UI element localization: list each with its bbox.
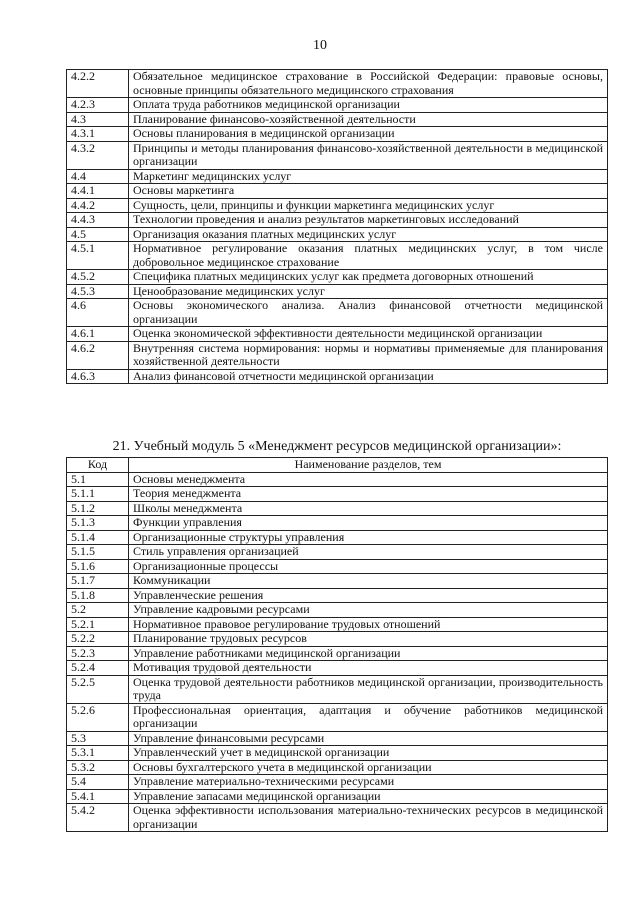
row-name: Основы бухгалтерского учета в медицинской организации bbox=[129, 760, 608, 775]
row-name: Школы менеджмента bbox=[129, 501, 608, 516]
row-code: 5.2.6 bbox=[67, 703, 129, 731]
table-row bbox=[67, 588, 608, 603]
table-row bbox=[67, 804, 608, 832]
row-code: 4.5 bbox=[67, 227, 129, 242]
table-row bbox=[67, 545, 608, 560]
row-code: 5.1.8 bbox=[67, 588, 129, 603]
table-row bbox=[67, 141, 608, 169]
row-code: 5.1.4 bbox=[67, 530, 129, 545]
row-code: 4.5.3 bbox=[67, 284, 129, 299]
row-name: Планирование трудовых ресурсов bbox=[129, 632, 608, 647]
row-name: Оценка экономической эффективности деятельности медицинской организации bbox=[129, 327, 608, 342]
row-code: 5.1.3 bbox=[67, 516, 129, 531]
row-name: Основы экономического анализа. Анализ финансовой отчетности медицинской организации bbox=[129, 299, 608, 327]
table-row bbox=[67, 98, 608, 113]
table-row bbox=[67, 574, 608, 589]
row-name: Планирование финансово-хозяйственной деятельности bbox=[129, 112, 608, 127]
row-name: Основы маркетинга bbox=[129, 184, 608, 199]
table-row bbox=[67, 127, 608, 142]
continued-sections-table bbox=[66, 69, 608, 384]
table-row bbox=[67, 501, 608, 516]
row-name: Организационные процессы bbox=[129, 559, 608, 574]
page-number: 10 bbox=[313, 38, 327, 53]
table-row bbox=[67, 703, 608, 731]
row-name: Маркетинг медицинских услуг bbox=[129, 169, 608, 184]
table-row bbox=[67, 270, 608, 285]
row-name: Специфика платных медицинских услуг как предмета договорных отношений bbox=[129, 270, 608, 285]
row-name: Функции управления bbox=[129, 516, 608, 531]
row-name: Мотивация трудовой деятельности bbox=[129, 661, 608, 676]
row-name: Ценообразование медицинских услуг bbox=[129, 284, 608, 299]
table-row bbox=[67, 299, 608, 327]
table-row bbox=[67, 731, 608, 746]
row-name: Коммуникации bbox=[129, 574, 608, 589]
row-code: 5.3 bbox=[67, 731, 129, 746]
row-name: Организация оказания платных медицинских услуг bbox=[129, 227, 608, 242]
table-row bbox=[67, 341, 608, 369]
table-header-row bbox=[67, 458, 608, 473]
row-name: Управленческий учет в медицинской организации bbox=[129, 746, 608, 761]
row-code: 5.2.5 bbox=[67, 675, 129, 703]
continued-sections-body bbox=[67, 70, 608, 384]
row-code: 5.3.1 bbox=[67, 746, 129, 761]
table-row bbox=[67, 760, 608, 775]
row-name: Сущность, цели, принципы и функции маркетинга медицинских услуг bbox=[129, 198, 608, 213]
row-name: Стиль управления организацией bbox=[129, 545, 608, 560]
row-code: 4.6.3 bbox=[67, 369, 129, 384]
table-row bbox=[67, 746, 608, 761]
table-row bbox=[67, 632, 608, 647]
table-row bbox=[67, 327, 608, 342]
module-5-body bbox=[67, 472, 608, 832]
row-code: 4.3.1 bbox=[67, 127, 129, 142]
table-row bbox=[67, 213, 608, 228]
row-code: 5.1.1 bbox=[67, 487, 129, 502]
row-code: 4.6.1 bbox=[67, 327, 129, 342]
row-code: 5.2.1 bbox=[67, 617, 129, 632]
row-code: 5.4.1 bbox=[67, 789, 129, 804]
table-row bbox=[67, 661, 608, 676]
row-code: 5.1.2 bbox=[67, 501, 129, 516]
row-code: 4.6 bbox=[67, 299, 129, 327]
row-name: Управление финансовыми ресурсами bbox=[129, 731, 608, 746]
row-code: 5.3.2 bbox=[67, 760, 129, 775]
row-code: 5.2.3 bbox=[67, 646, 129, 661]
row-code: 5.2.4 bbox=[67, 661, 129, 676]
row-name: Организационные структуры управления bbox=[129, 530, 608, 545]
table-row bbox=[67, 559, 608, 574]
row-code: 4.4.2 bbox=[67, 198, 129, 213]
table-row bbox=[67, 603, 608, 618]
row-name: Управленческие решения bbox=[129, 588, 608, 603]
row-name: Оценка трудовой деятельности работников медицинской организации, производительность труда bbox=[129, 675, 608, 703]
row-code: 5.1 bbox=[67, 472, 129, 487]
row-name: Управление запасами медицинской организации bbox=[129, 789, 608, 804]
row-code: 5.2 bbox=[67, 603, 129, 618]
table-row bbox=[67, 789, 608, 804]
row-code: 5.1.7 bbox=[67, 574, 129, 589]
table-row bbox=[67, 487, 608, 502]
row-code: 4.2.3 bbox=[67, 98, 129, 113]
row-name: Нормативное регулирование оказания платных медицинских услуг, в том числе добровольное медицинское страхование bbox=[129, 242, 608, 270]
row-name: Оценка эффективности использования материально-технических ресурсов в медицинской организации bbox=[129, 804, 608, 832]
table-row bbox=[67, 617, 608, 632]
row-name: Нормативное правовое регулирование трудовых отношений bbox=[129, 617, 608, 632]
row-name: Профессиональная ориентация, адаптация и обучение работников медицинской организации bbox=[129, 703, 608, 731]
row-name: Оплата труда работников медицинской организации bbox=[129, 98, 608, 113]
row-code: 5.4 bbox=[67, 775, 129, 790]
table-row bbox=[67, 472, 608, 487]
table-row bbox=[67, 646, 608, 661]
table-row bbox=[67, 70, 608, 98]
table-row bbox=[67, 369, 608, 384]
header-name: Наименование разделов, тем bbox=[129, 458, 608, 473]
module-5-table bbox=[66, 457, 608, 832]
row-name: Принципы и методы планирования финансово-хозяйственной деятельности в медицинской организации bbox=[129, 141, 608, 169]
table-row bbox=[67, 530, 608, 545]
row-name: Управление кадровыми ресурсами bbox=[129, 603, 608, 618]
table-row bbox=[67, 198, 608, 213]
module-title: 21. Учебный модуль 5 «Менеджмент ресурсов медицинской организации»: bbox=[112, 439, 562, 454]
row-code: 5.2.2 bbox=[67, 632, 129, 647]
row-name: Технологии проведения и анализ результатов маркетинговых исследований bbox=[129, 213, 608, 228]
row-code: 5.1.5 bbox=[67, 545, 129, 560]
row-code: 4.6.2 bbox=[67, 341, 129, 369]
row-name: Обязательное медицинское страхование в Российской Федерации: правовые основы, основные принципы обязательного медицинского страхования bbox=[129, 70, 608, 98]
row-code: 4.4.1 bbox=[67, 184, 129, 199]
row-code: 5.1.6 bbox=[67, 559, 129, 574]
row-code: 4.5.2 bbox=[67, 270, 129, 285]
row-name: Анализ финансовой отчетности медицинской организации bbox=[129, 369, 608, 384]
table-row bbox=[67, 112, 608, 127]
header-code: Код bbox=[67, 458, 129, 473]
row-name: Теория менеджмента bbox=[129, 487, 608, 502]
row-name: Внутренняя система нормирования: нормы и нормативы применяемые для планирования хозяйственной деятельности bbox=[129, 341, 608, 369]
row-name: Основы планирования в медицинской организации bbox=[129, 127, 608, 142]
row-code: 5.4.2 bbox=[67, 804, 129, 832]
table-row bbox=[67, 516, 608, 531]
row-code: 4.5.1 bbox=[67, 242, 129, 270]
table-row bbox=[67, 184, 608, 199]
row-name: Управление материально-техническими ресурсами bbox=[129, 775, 608, 790]
row-code: 4.3 bbox=[67, 112, 129, 127]
table-row bbox=[67, 775, 608, 790]
row-code: 4.4 bbox=[67, 169, 129, 184]
table-row bbox=[67, 169, 608, 184]
row-code: 4.2.2 bbox=[67, 70, 129, 98]
row-name: Основы менеджмента bbox=[129, 472, 608, 487]
table-row bbox=[67, 675, 608, 703]
table-row bbox=[67, 227, 608, 242]
row-code: 4.3.2 bbox=[67, 141, 129, 169]
row-name: Управление работниками медицинской организации bbox=[129, 646, 608, 661]
table-row bbox=[67, 284, 608, 299]
row-code: 4.4.3 bbox=[67, 213, 129, 228]
table-row bbox=[67, 242, 608, 270]
